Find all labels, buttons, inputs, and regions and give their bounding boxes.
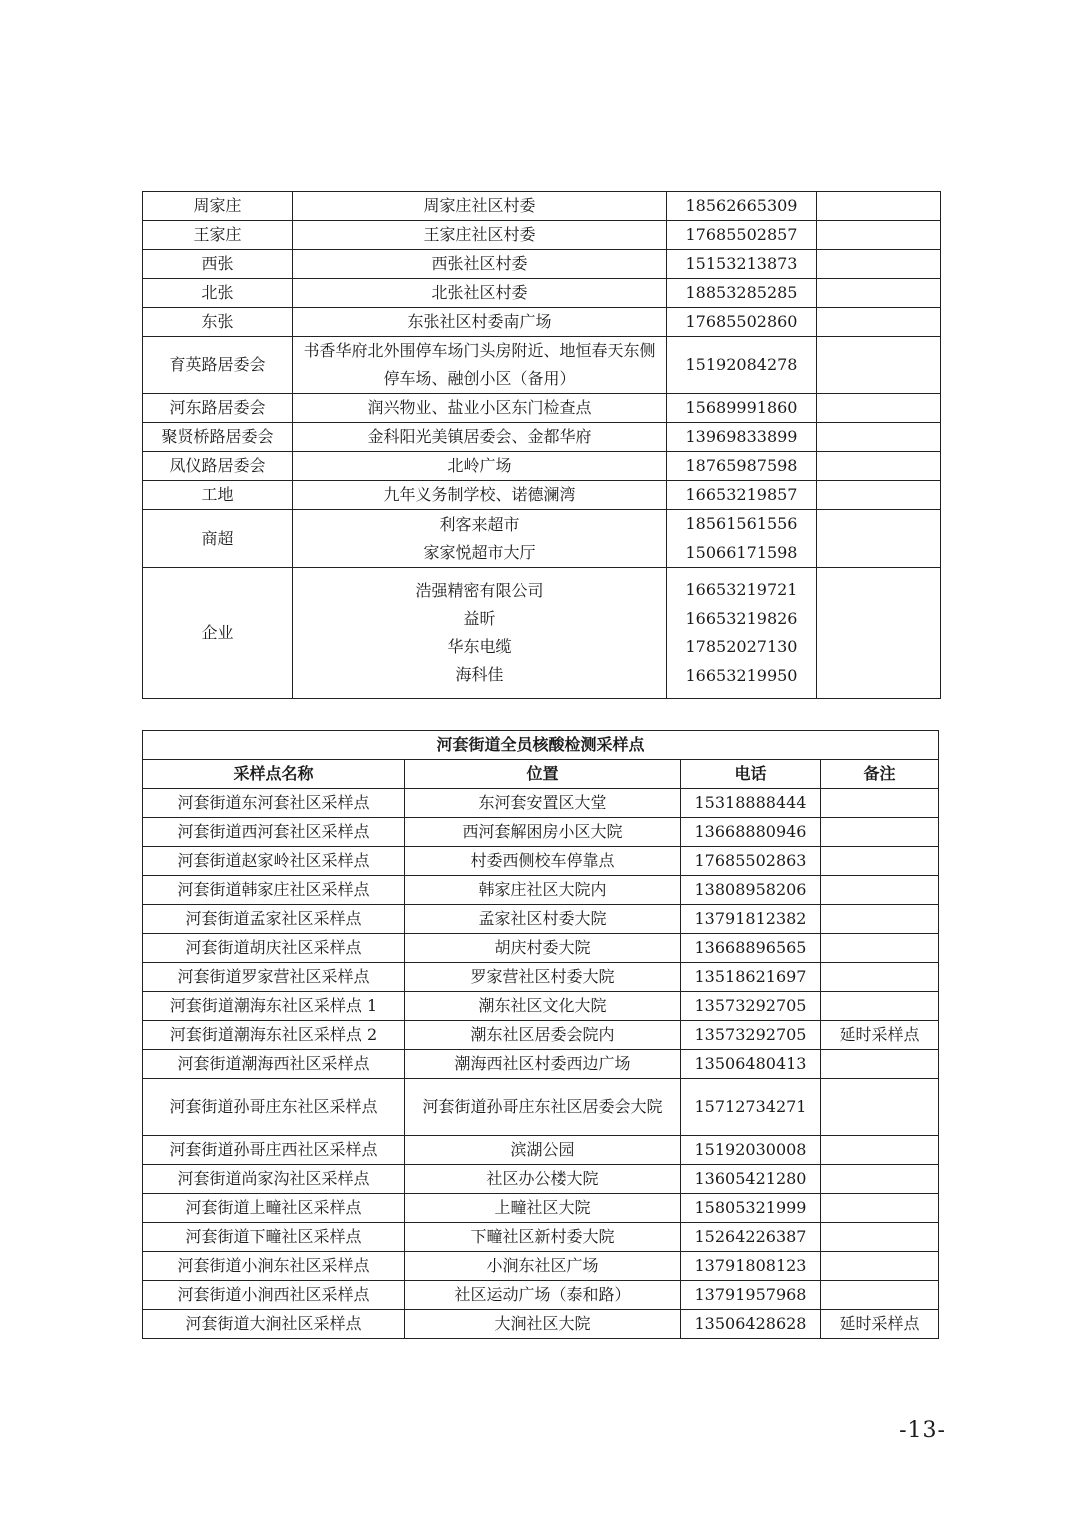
- name-cell: 育英路居委会: [143, 337, 293, 394]
- location-line: 海科佳: [455, 665, 504, 684]
- location-cell: 下疃社区新村委大院: [405, 1223, 681, 1252]
- table-row: [143, 789, 939, 818]
- note-cell: [817, 394, 941, 423]
- note-cell: [821, 1079, 939, 1136]
- note-cell: [821, 1194, 939, 1223]
- table-row: [143, 992, 939, 1021]
- table-row: [143, 481, 941, 510]
- phone-cell: 18853285285: [667, 279, 817, 308]
- phone-cell: 13506428628: [681, 1310, 821, 1339]
- table-row: [143, 510, 941, 568]
- phone-cell: 13668896565: [681, 934, 821, 963]
- location-cell: 村委西侧校车停靠点: [405, 847, 681, 876]
- header-cell-phone: 电话: [681, 760, 821, 789]
- table1-body: [143, 192, 941, 699]
- phone-cell: 13573292705: [681, 1021, 821, 1050]
- note-cell: [821, 1223, 939, 1252]
- note-cell: [817, 221, 941, 250]
- note-cell: [821, 905, 939, 934]
- name-cell: 工地: [143, 481, 293, 510]
- note-cell: 延时采样点: [821, 1021, 939, 1050]
- phone-line: 16653219950: [685, 665, 798, 685]
- table-row: [143, 1050, 939, 1079]
- location-cell: 书香华府北外围停车场门头房附近、地恒春天东侧停车场、融创小区（备用）: [293, 337, 667, 394]
- location-cell: 东河套安置区大堂: [405, 789, 681, 818]
- phone-cell: 15192084278: [667, 337, 817, 394]
- table-row: [143, 279, 941, 308]
- location-line: 利客来超市: [439, 514, 520, 534]
- phone-cell: 13605421280: [681, 1165, 821, 1194]
- name-cell: 河套街道西河套社区采样点: [143, 818, 405, 847]
- note-cell: [821, 963, 939, 992]
- name-cell: 凤仪路居委会: [143, 452, 293, 481]
- phone-cell: 15712734271: [681, 1079, 821, 1136]
- phone-cell: 17685502863: [681, 847, 821, 876]
- location-cell: 九年义务制学校、诺德澜湾: [293, 481, 667, 510]
- table-row: [143, 905, 939, 934]
- location-cell: 润兴物业、盐业小区东门检查点: [293, 394, 667, 423]
- phone-cell: 17685502857: [667, 221, 817, 250]
- name-cell: 河套街道尚家沟社区采样点: [143, 1165, 405, 1194]
- note-cell: [821, 934, 939, 963]
- location-cell: 孟家社区村委大院: [405, 905, 681, 934]
- table-row: [143, 963, 939, 992]
- location-cell: 北岭广场: [293, 452, 667, 481]
- table-row: [143, 394, 941, 423]
- phone-cell: 13518621697: [681, 963, 821, 992]
- table-row: [143, 337, 941, 394]
- phone-cell: 13573292705: [681, 992, 821, 1021]
- phone-cell: 13791957968: [681, 1281, 821, 1310]
- note-cell: [821, 876, 939, 905]
- table-row: [143, 192, 941, 221]
- phone-cell: 15192030008: [681, 1136, 821, 1165]
- location-cell: 东张社区村委南广场: [293, 308, 667, 337]
- name-cell: 河套街道孙哥庄东社区采样点: [143, 1079, 405, 1136]
- phone-cell: 15153213873: [667, 250, 817, 279]
- location-cell: 潮海西社区村委西边广场: [405, 1050, 681, 1079]
- name-cell: 河套街道小涧西社区采样点: [143, 1281, 405, 1310]
- phone-cell: 15318888444: [681, 789, 821, 818]
- name-cell: 周家庄: [143, 192, 293, 221]
- name-cell: 河套街道潮海西社区采样点: [143, 1050, 405, 1079]
- note-cell: [817, 481, 941, 510]
- table-row: [143, 1136, 939, 1165]
- table-row: [143, 1310, 939, 1339]
- note-cell: [817, 250, 941, 279]
- note-cell: [817, 337, 941, 394]
- phone-line: 16653219721: [685, 580, 798, 599]
- note-cell: [821, 847, 939, 876]
- phone-line: 17852027130: [685, 637, 798, 656]
- location-cell: 潮东社区文化大院: [405, 992, 681, 1021]
- location-cell: 西张社区村委: [293, 250, 667, 279]
- location-cell: [293, 510, 667, 568]
- name-cell: 王家庄: [143, 221, 293, 250]
- name-cell: 商超: [143, 510, 293, 568]
- note-cell: 延时采样点: [821, 1310, 939, 1339]
- note-cell: [817, 568, 941, 699]
- phone-line: 16653219826: [685, 608, 798, 628]
- note-cell: [821, 1050, 939, 1079]
- location-line: 家家悦超市大厅: [423, 542, 536, 562]
- note-cell: [817, 279, 941, 308]
- table2-body: [143, 789, 939, 1339]
- name-cell: 河套街道大涧社区采样点: [143, 1310, 405, 1339]
- table-row: [143, 1252, 939, 1281]
- page-number: -13-: [899, 1418, 946, 1443]
- table-row: [143, 452, 941, 481]
- name-cell: 西张: [143, 250, 293, 279]
- location-cell: 周家庄社区村委: [293, 192, 667, 221]
- sampling-points-table-continued: [142, 191, 941, 699]
- location-cell: 小涧东社区广场: [405, 1252, 681, 1281]
- name-cell: 河套街道孙哥庄西社区采样点: [143, 1136, 405, 1165]
- name-cell: 河套街道罗家营社区采样点: [143, 963, 405, 992]
- name-cell: 河套街道东河套社区采样点: [143, 789, 405, 818]
- location-cell: 潮东社区居委会院内: [405, 1021, 681, 1050]
- location-cell: 王家庄社区村委: [293, 221, 667, 250]
- name-cell: 河套街道小涧东社区采样点: [143, 1252, 405, 1281]
- phone-cell: 15264226387: [681, 1223, 821, 1252]
- name-cell: 河东路居委会: [143, 394, 293, 423]
- table-title: 河套街道全员核酸检测采样点: [143, 731, 939, 760]
- table-row: [143, 1165, 939, 1194]
- table-row: [143, 221, 941, 250]
- note-cell: [817, 308, 941, 337]
- phone-cell: 13506480413: [681, 1050, 821, 1079]
- location-cell: 北张社区村委: [293, 279, 667, 308]
- header-row: [143, 760, 939, 789]
- location-cell: 上疃社区大院: [405, 1194, 681, 1223]
- hetao-sampling-points-table: [142, 730, 939, 1339]
- location-cell: 滨湖公园: [405, 1136, 681, 1165]
- table-row: [143, 1021, 939, 1050]
- note-cell: [817, 510, 941, 568]
- phone-cell: 13791812382: [681, 905, 821, 934]
- table-row: [143, 876, 939, 905]
- name-cell: 聚贤桥路居委会: [143, 423, 293, 452]
- phone-cell: 18765987598: [667, 452, 817, 481]
- name-cell: 河套街道下疃社区采样点: [143, 1223, 405, 1252]
- name-cell: 河套街道韩家庄社区采样点: [143, 876, 405, 905]
- table-row: [143, 818, 939, 847]
- phone-cell: 18562665309: [667, 192, 817, 221]
- note-cell: [821, 1165, 939, 1194]
- name-cell: 河套街道孟家社区采样点: [143, 905, 405, 934]
- table-row: [143, 250, 941, 279]
- table-row: [143, 847, 939, 876]
- name-cell: 企业: [143, 568, 293, 699]
- phone-line: 18561561556: [685, 514, 798, 533]
- name-cell: 东张: [143, 308, 293, 337]
- table-row: [143, 1079, 939, 1136]
- phone-cell: [667, 510, 817, 568]
- header-cell-note: 备注: [821, 760, 939, 789]
- location-cell: 韩家庄社区大院内: [405, 876, 681, 905]
- note-cell: [821, 818, 939, 847]
- location-cell: 大涧社区大院: [405, 1310, 681, 1339]
- table-row: [143, 1223, 939, 1252]
- header-cell-location: 位置: [405, 760, 681, 789]
- phone-cell: 17685502860: [667, 308, 817, 337]
- location-cell: [293, 568, 667, 699]
- name-cell: 河套街道潮海东社区采样点 1: [143, 992, 405, 1021]
- note-cell: [821, 992, 939, 1021]
- note-cell: [817, 452, 941, 481]
- phone-cell: 13969833899: [667, 423, 817, 452]
- table-row: [143, 423, 941, 452]
- phone-cell: 13668880946: [681, 818, 821, 847]
- name-cell: 河套街道上疃社区采样点: [143, 1194, 405, 1223]
- location-line: 华东电缆: [447, 637, 512, 656]
- location-cell: 罗家营社区村委大院: [405, 963, 681, 992]
- phone-cell: 13808958206: [681, 876, 821, 905]
- name-cell: 北张: [143, 279, 293, 308]
- location-cell: 西河套解困房小区大院: [405, 818, 681, 847]
- phone-cell: 16653219857: [667, 481, 817, 510]
- location-cell: 社区运动广场（泰和路）: [405, 1281, 681, 1310]
- note-cell: [817, 192, 941, 221]
- table-row: [143, 1194, 939, 1223]
- name-cell: 河套街道潮海东社区采样点 2: [143, 1021, 405, 1050]
- header-cell-name: 采样点名称: [143, 760, 405, 789]
- note-cell: [821, 1281, 939, 1310]
- location-cell: 金科阳光美镇居委会、金都华府: [293, 423, 667, 452]
- location-line: 浩强精密有限公司: [415, 581, 544, 600]
- location-cell: 胡庆村委大院: [405, 934, 681, 963]
- table-row: [143, 308, 941, 337]
- phone-cell: 15689991860: [667, 394, 817, 423]
- location-line: 益昕: [463, 609, 496, 628]
- location-cell: 社区办公楼大院: [405, 1165, 681, 1194]
- name-cell: 河套街道赵家岭社区采样点: [143, 847, 405, 876]
- note-cell: [821, 1136, 939, 1165]
- name-cell: 河套街道胡庆社区采样点: [143, 934, 405, 963]
- phone-cell: 15805321999: [681, 1194, 821, 1223]
- table-row: [143, 568, 941, 699]
- phone-cell: 13791808123: [681, 1252, 821, 1281]
- table-row: [143, 934, 939, 963]
- note-cell: [821, 1252, 939, 1281]
- note-cell: [817, 423, 941, 452]
- phone-line: 15066171598: [685, 542, 798, 562]
- phone-cell: [667, 568, 817, 699]
- table-row: [143, 1281, 939, 1310]
- location-cell: 河套街道孙哥庄东社区居委会大院: [405, 1079, 681, 1136]
- note-cell: [821, 789, 939, 818]
